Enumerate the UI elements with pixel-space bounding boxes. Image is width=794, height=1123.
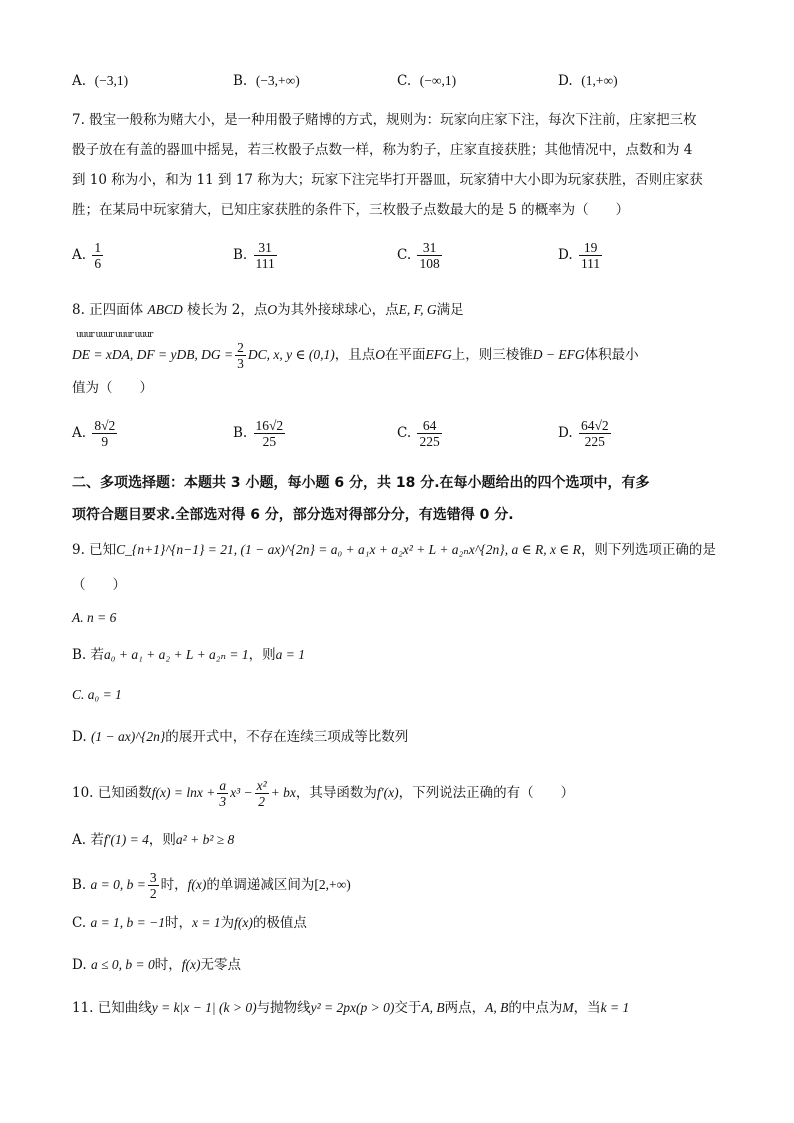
q6-option-d: D. (1,+∞) [558, 73, 618, 89]
q7-option-b: B. $\frac{31}{111}$ [233, 240, 275, 271]
section2-heading-line1: 二、多项选择题：本题共 3 小题，每小题 6 分，共 18 分.在每小题给出的四个选项中，有多 [72, 475, 650, 491]
q10-option-c: C. a = 1, b = −1时，x = 1为f(x)的极值点 [72, 915, 307, 931]
q7-line1: 7. 骰宝一般称为赌大小，是一种用骰子赌博的方式，规则为：玩家向庄家下注，每次下注前，庄家把三枚 [72, 112, 697, 128]
q9-line1: 9. 已知C_{n+1}^{n−1} = 21, (1 − ax)^{2n} = a₀ + a₁x + a₂x² + L + a₂ₙx^{2n}, a ∈ R, x ∈ R，则下列选项正确的是 [72, 542, 716, 558]
q8-option-c: C. $\frac{64}{225}$ [397, 418, 440, 449]
q8-option-b: B. $\frac{16√2}{25}$ [233, 418, 284, 449]
q9-option-c: C. a₀ = 1 [72, 687, 122, 702]
q10-line1: 10. 已知函数f(x) = lnx + $\frac{a}{3}$ x³ − $\frac{\text{x²}}{2}$ + bx，其导函数为f′(x)，下列说法正确的有（ ） [72, 778, 575, 809]
q6-option-c: C. (−∞,1) [397, 73, 457, 89]
q10-option-d: D. a ≤ 0, b = 0时，f(x)无零点 [72, 957, 241, 973]
q8-line1: 8. 正四面体 ABCD 棱长为 2，点O为其外接球球心，点E, F, G满足 [72, 302, 464, 318]
q8-vector-arrows: uuur uuur uuur uuur [76, 330, 153, 340]
q10-option-b: B. a = 0, b = $\frac{3}{2}$ 时，f(x)的单调递减区间为[2,+∞) [72, 870, 351, 901]
q6-option-b: B. (−3,+∞) [233, 73, 300, 89]
q9-option-d: D. (1 − ax)^{2n}的展开式中，不存在连续三项成等比数列 [72, 729, 409, 745]
q7-option-d: D. $\frac{19}{111}$ [558, 240, 601, 271]
q11-line1: 11. 已知曲线y = k|x − 1| (k > 0)与抛物线y² = 2px(p > 0)交于A, B两点，A, B的中点为M，当k = 1 [72, 1000, 630, 1016]
q8-option-d: D. $\frac{64√2}{225}$ [558, 418, 609, 449]
section2-heading-line2: 项符合题目要求.全部选对得 6 分，部分选对得部分分，有选错得 0 分. [72, 507, 514, 523]
q7-line3: 到 10 称为小，和为 11 到 17 称为大；玩家下注完毕打开器皿，玩家猜中大小即为玩家获胜，否则庄家获 [72, 172, 703, 188]
q10-option-a: A. 若f′(1) = 4，则a² + b² ≥ 8 [72, 832, 235, 848]
q8-option-a: A. $\frac{8√2}{9}$ [72, 418, 116, 449]
q7-line2: 骰子放在有盖的器皿中摇晃，若三枚骰子点数一样，称为豹子，庄家直接获胜；其他情况中，点数和为 4 [72, 142, 693, 158]
q8-line2: DE = xDA, DF = yDB, DG = $\frac{2}{3}$ DC, x, y ∈ (0,1)，且点O在平面EFG上，则三棱锥D − EFG体积最小 [72, 340, 639, 371]
q7-option-a: A. $\frac{1}{6}$ [72, 240, 102, 271]
q9-option-b: B. 若a₀ + a₁ + a₂ + L + a₂ₙ = 1，则a = 1 [72, 647, 305, 663]
q7-option-c: C. $\frac{31}{108}$ [397, 240, 440, 271]
q9-option-a: A. n = 6 [72, 610, 117, 625]
q7-line4: 胜；在某局中玩家猜大，已知庄家获胜的条件下，三枚骰子点数最大的是 5 的概率为（ ） [72, 202, 630, 218]
q9-line2: （ ） [72, 577, 126, 593]
q8-line3: 值为（ ） [72, 380, 153, 396]
q6-option-a: A. (−3,1) [72, 73, 129, 89]
